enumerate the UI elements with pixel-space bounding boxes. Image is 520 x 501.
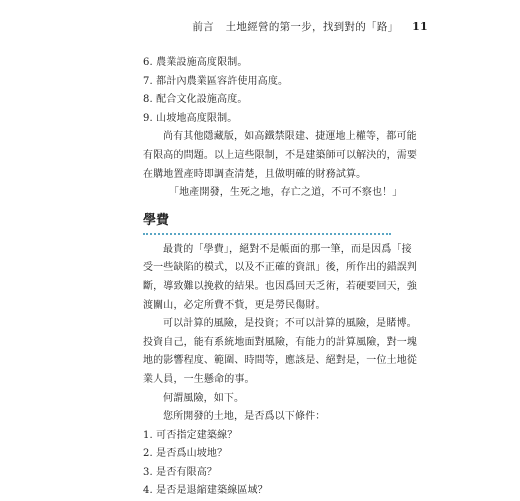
paragraph-line: 地的影響程度、範圍、時間等，應該是、絕對是，一位土地從 [143, 355, 418, 367]
paragraph-risk [143, 315, 418, 389]
quote-line: 「地產開發，生死之地，存亡之道，不可不察也！」 [169, 187, 403, 199]
risk-intro-line: 何謂風險，如下。 [163, 392, 245, 404]
paragraph-line: 尚有其他隱藏版，如高鐵禁限建、捷運地上權等，都可能 [163, 131, 417, 143]
page-body [143, 54, 418, 501]
paragraph-line: 渡關山，必定所費不貲，更是勞民傷財。 [143, 299, 326, 311]
header-chapter: 前言 [192, 21, 214, 33]
paragraph-line: 在購地置產時即調查清楚，且做明確的財務試算。 [143, 168, 367, 180]
list-item: 1. 可否指定建築線？ [143, 429, 238, 441]
paragraph-tuition [143, 241, 418, 315]
paragraph-line: 業人員，一生懸命的事。 [143, 373, 255, 385]
page-number: 11 [412, 20, 428, 33]
paragraph-line: 受一些缺陷的模式，以及不正確的資訊」後，所作出的錯誤判 [143, 262, 418, 274]
section-heading: 學費 [143, 212, 170, 228]
list-item: 6. 農業設施高度限制。 [143, 57, 248, 68]
paragraph-line: 最貴的「學費」，絕對不是帳面的那一筆，而是因爲「接 [163, 243, 412, 255]
paragraph-line: 投資自己，能有系統地面對風險，有能力的計算風險，對一塊 [143, 336, 418, 348]
paragraph-hidden-limits [143, 128, 418, 184]
paragraph-line: 有限高的問題。以上這些限制，不是建築師可以解決的，需要 [143, 149, 418, 161]
list-item: 3. 是否有限高？ [143, 466, 218, 478]
paragraph-line: 可以計算的風險，是投資；不可以計算的風險，是賭博。 [163, 318, 417, 330]
header-title: 土地經營的第一步，找到對的「路」 [225, 21, 399, 33]
list-item: 7. 都計內農業區容許使用高度。 [143, 75, 289, 87]
paragraph-line: 斷，導致難以挽救的結果。也因爲回天乏術，若硬要回天，強 [143, 280, 418, 292]
running-header [192, 19, 428, 34]
list-item: 9. 山坡地高度限制。 [143, 112, 238, 124]
list-conditions [143, 427, 393, 501]
list-height-limits [143, 54, 393, 128]
list-item: 8. 配合文化設施高度。 [143, 94, 248, 106]
conditions-intro-line: 您所開發的土地，是否爲以下條件： [163, 411, 326, 423]
list-item: 2. 是否爲山坡地？ [143, 448, 228, 460]
section-divider [143, 233, 391, 235]
list-item: 4. 是否是退縮建築線區域？ [143, 485, 268, 497]
